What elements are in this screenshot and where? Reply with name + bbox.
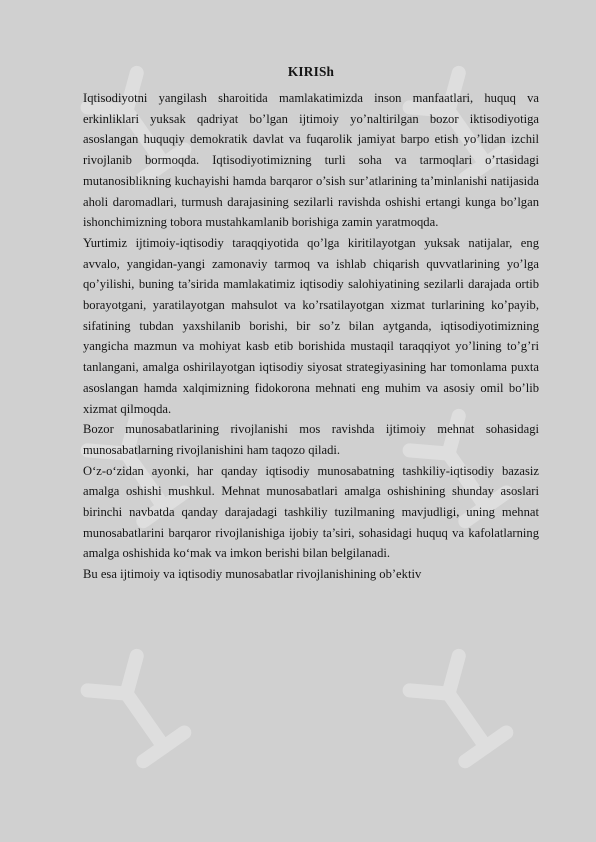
paragraph-4: O‘z-o‘zidan ayonki, har qanday iqtisodiy munosabatning tashkiliy-iqtisodiy bazasiz amalga oshishi mushkul. Mehnat munosabatlari amalga oshishining shunday asoslari birinchi navbatda qanday darajadagi tashkiliy tuzilmaning mavjudligi, uning mehnat munosabatlarini barqaror rivojlanishiga ijobiy ta’siri, sohasidagi huquq va kafolatlarning amalga oshishida ko‘mak va imkon berishi bilan belgilanadi.	[83, 463, 539, 561]
paragraph-5: Bu esa ijtimoiy va iqtisodiy munosabatlar rivojlanishining ob’ektiv	[83, 567, 422, 582]
document-page	[83, 62, 539, 585]
paragraph-3: Bozor munosabatlarining rivojlanishi mos ravishda ijtimoiy mehnat sohasidagi munosabatlarning rivojlanishini ham taqozo qiladi.	[83, 422, 539, 457]
paragraph-2: Yurtimiz ijtimoiy-iqtisodiy taraqqiyotida qo’lga kiritilayotgan yuksak natijalar, eng avvalo, yangidan-yangi zamonaviy tarmoq va ishlab chiqarish quvvatlarining yo’lga qo’yilishi, buning ta’sirida mamlakatimiz iqtisodiy salohiyatining sezilarli darajada ortib borayotgani, yaratilayotgan mahsulot va ko’rsatilayotgan xizmat turlarining ko’payib, sifatining tubdan yaxshilanib borishi, bir so’z bilan aytganda, iqtisodiyotimizning yangicha mazmun va mohiyat kasb etib borishida mustaqil taraqqiyot yo’lining to’g’ri tanlangani, amalga oshirilayotgan iqtisodiy siyosat strategiyasining har tomonlama puxta asoslangan hamda xalqimizning fidokorona mehnati eng muhim va asosiy omil bo’lib xizmat qilmoqda.	[83, 235, 539, 416]
watermark-icon	[78, 635, 198, 785]
watermark-icon	[400, 635, 520, 785]
paragraph-1: Iqtisodiyotni yangilash sharoitida mamlakatimizda inson manfaatlari, huquq va erkinliklari yuksak qadriyat bo’lgan ijtimoiy yo’naltirilgan bozor iktisodiyotiga asoslangan huquqiy demokratik davlat va fuqarolik jamiyat barpo etish yo’lidan izchil rivojlanib bormoqda. Iqtisodiyotimizning turli soha va tarmoqlari o’rtasidagi mutanosiblikning kuchayishi hamda barqaror o’sish sur’atlarining ta’minlanishi natijasida aholi daromadlari, turmush darajasining sezilarli ravishda oshishi ertangi kunga bo’lgan ishonchimizning tobora mustahkamlanib borishiga zamin yaratmoqda.	[83, 91, 539, 230]
document-title: KIRISh	[287, 64, 335, 79]
